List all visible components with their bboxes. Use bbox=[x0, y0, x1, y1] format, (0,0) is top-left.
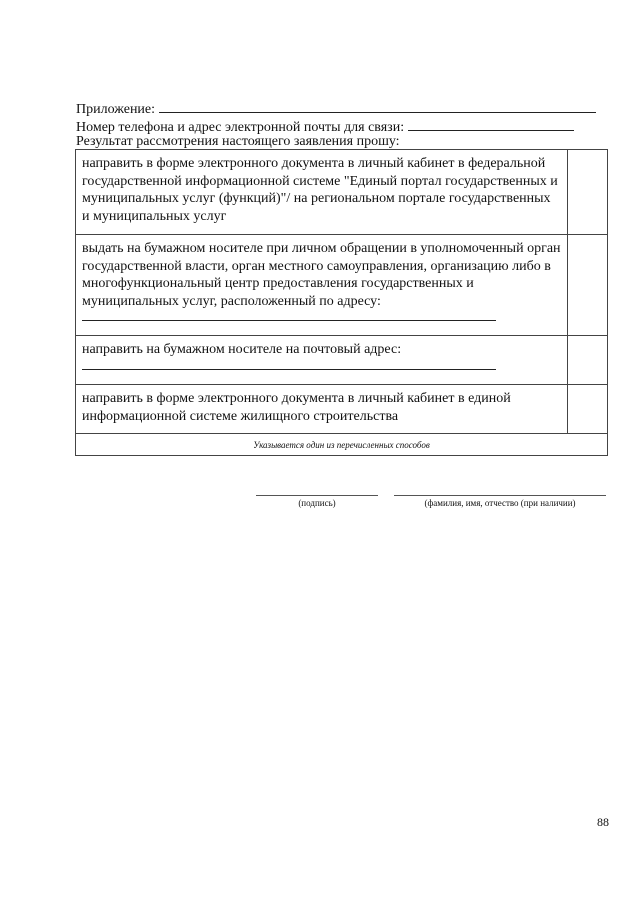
address-field-1[interactable] bbox=[82, 314, 496, 321]
option-text-1: направить в форме электронного документа в личный кабинет в федеральной государственной информационной системе "Единый портал государственных и муниципальных услуг (функций)"/ на региональном портале государственных и муниципальных услуг bbox=[76, 150, 568, 234]
option-checkbox-3[interactable] bbox=[568, 336, 607, 384]
option-cell-2 bbox=[76, 235, 568, 335]
address-field-2[interactable] bbox=[82, 363, 496, 370]
option-checkbox-2[interactable] bbox=[568, 235, 607, 335]
full-name-field[interactable] bbox=[394, 495, 606, 496]
option-text-2: выдать на бумажном носителе при личном обращении в уполномоченный орган государственной власти, орган местного самоуправления, организацию либо в многофункциональный центр предоставления государственных и муниципальных услуг, расположенный по адресу: bbox=[82, 241, 561, 309]
attachment-line bbox=[76, 100, 596, 118]
full-name-label: (фамилия, имя, отчество (при наличии) bbox=[424, 498, 576, 508]
delivery-options-table bbox=[75, 149, 608, 456]
option-row-4 bbox=[76, 385, 607, 434]
table-footer-note: Указывается один из перечисленных способов bbox=[253, 440, 430, 450]
option-cell-3 bbox=[76, 336, 568, 384]
attachment-field[interactable] bbox=[159, 100, 596, 113]
option-checkbox-4[interactable] bbox=[568, 385, 607, 433]
option-row-3 bbox=[76, 336, 607, 385]
contact-label: Номер телефона и адрес электронной почты для связи: bbox=[76, 120, 405, 135]
result-line bbox=[76, 134, 400, 150]
option-text-4: направить в форме электронного документа в личный кабинет в единой информационной системе жилищного строительства bbox=[76, 385, 568, 433]
option-row-2 bbox=[76, 235, 607, 336]
option-checkbox-1[interactable] bbox=[568, 150, 607, 234]
page-number: 88 bbox=[597, 815, 609, 829]
signature-field[interactable] bbox=[256, 495, 378, 496]
option-row-1 bbox=[76, 150, 607, 235]
result-label: Результат рассмотрения настоящего заявления прошу: bbox=[76, 134, 400, 149]
signature-label: (подпись) bbox=[298, 498, 336, 508]
attachment-label: Приложение: bbox=[76, 102, 156, 117]
option-text-3: направить на бумажном носителе на почтовый адрес: bbox=[82, 342, 402, 357]
contact-field[interactable] bbox=[408, 118, 574, 131]
